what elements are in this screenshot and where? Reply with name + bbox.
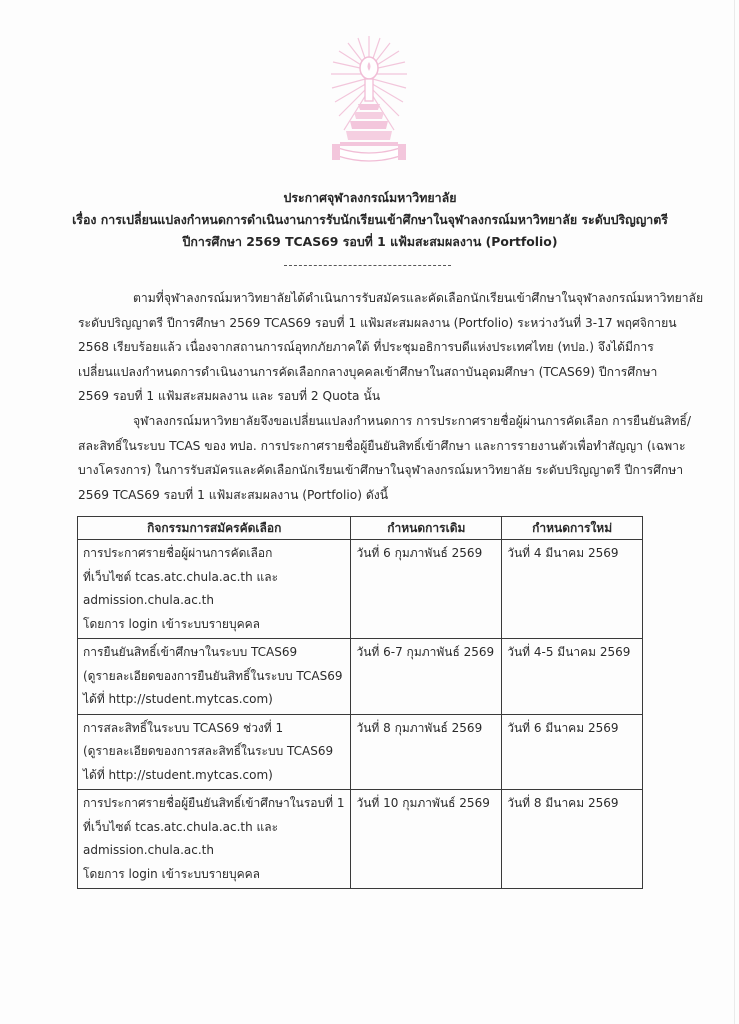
activity-line: admission.chula.ac.th xyxy=(83,593,214,607)
paragraph-line: 2569 TCAS69 รอบที่ 1 แฟ้มสะสมผลงาน (Portfolio) ดังนี้ xyxy=(78,487,389,502)
paragraph-line: สละสิทธิ์ในระบบ TCAS ของ ทปอ. การประกาศรายชื่อผู้ยืนยันสิทธิ์เข้าศึกษา และการรายงานตัวเพื่อทำสัญญา (เฉพาะ xyxy=(78,438,686,453)
new-date-cell xyxy=(502,540,643,639)
old-date-cell xyxy=(351,714,502,790)
phra-kiao-emblem-icon xyxy=(328,34,410,168)
activity-line: การยืนยันสิทธิ์เข้าศึกษาในระบบ TCAS69 xyxy=(83,645,298,659)
table-row xyxy=(78,639,643,715)
old-date: วันที่ 8 กุมภาพันธ์ 2569 xyxy=(356,720,483,735)
new-date-cell xyxy=(502,790,643,889)
title-line-subject: เรื่อง การเปลี่ยนแปลงกำหนดการดำเนินงานการรับนักเรียนเข้าศึกษาในจุฬาลงกรณ์มหาวิทยาลัย ระดับปริญญาตรี xyxy=(72,212,668,227)
old-date-cell xyxy=(351,790,502,889)
paragraph-line: เปลี่ยนแปลงกำหนดการดำเนินงานการคัดเลือกกลางบุคคลเข้าศึกษาในสถาบันอุดมศึกษา (TCAS69) ปีการศึกษา xyxy=(78,364,658,379)
activity-line: ได้ที่ http://student.mytcas.com) xyxy=(83,767,273,782)
paragraph-line: บางโครงการ) ในการรับสมัครและคัดเลือกนักเรียนเข้าศึกษาในจุฬาลงกรณ์มหาวิทยาลัย ระดับปริญญาตรี ปีการศึกษา xyxy=(78,463,684,477)
activity-cell xyxy=(78,639,351,715)
activity-line: โดยการ login เข้าระบบรายบุคคล xyxy=(83,866,260,881)
activity-line: ที่เว็บไซต์ tcas.atc.chula.ac.th และ xyxy=(83,569,279,584)
page-edge xyxy=(734,0,735,1024)
activity-line: (ดูรายละเอียดของการสละสิทธิ์ในระบบ TCAS69 xyxy=(83,744,334,758)
table-row xyxy=(78,540,643,639)
announcement-title xyxy=(40,187,700,253)
activity-line: ได้ที่ http://student.mytcas.com) xyxy=(83,692,273,706)
old-date-cell xyxy=(351,540,502,639)
table-row xyxy=(78,790,643,889)
title-divider xyxy=(284,265,451,266)
activity-line: โดยการ login เข้าระบบรายบุคคล xyxy=(83,616,260,631)
table-header-row xyxy=(78,517,643,540)
paragraph-line: 2569 รอบที่ 1 แฟ้มสะสมผลงาน และ รอบที่ 2 Quota นั้น xyxy=(78,389,381,403)
activity-line: การประกาศรายชื่อผู้ผ่านการคัดเลือก xyxy=(83,546,273,560)
old-date: วันที่ 10 กุมภาพันธ์ 2569 xyxy=(356,796,490,810)
activity-line: admission.chula.ac.th xyxy=(83,843,214,857)
activity-line: การประกาศรายชื่อผู้ยืนยันสิทธิ์เข้าศึกษาในรอบที่ 1 xyxy=(83,796,345,810)
new-date: วันที่ 4-5 มีนาคม 2569 xyxy=(507,645,631,659)
old-date-cell xyxy=(351,639,502,715)
activity-line: การสละสิทธิ์ในระบบ TCAS69 ช่วงที่ 1 xyxy=(83,720,284,735)
activity-line: ที่เว็บไซต์ tcas.atc.chula.ac.th และ xyxy=(83,819,279,834)
activity-cell xyxy=(78,790,351,889)
new-date: วันที่ 8 มีนาคม 2569 xyxy=(507,796,619,810)
title-line-program: ปีการศึกษา 2569 TCAS69 รอบที่ 1 แฟ้มสะสมผลงาน (Portfolio) xyxy=(182,234,558,249)
paragraph-line: 2568 เรียบร้อยแล้ว เนื่องจากสถานการณ์อุทกภัยภาคใต้ ที่ประชุมอธิการบดีแห่งประเทศไทย (ทปอ.) จึงได้มีการ xyxy=(78,340,654,354)
old-date: วันที่ 6-7 กุมภาพันธ์ 2569 xyxy=(356,645,495,659)
header-old-schedule: กำหนดการเดิม xyxy=(351,517,502,540)
table-row xyxy=(78,714,643,790)
header-activity: กิจกรรมการสมัครคัดเลือก xyxy=(78,517,351,540)
paragraph-line: จุฬาลงกรณ์มหาวิทยาลัยจึงขอเปลี่ยนแปลงกำหนดการ การประกาศรายชื่อผู้ผ่านการคัดเลือก การยืนยันสิทธิ์/ xyxy=(133,414,692,428)
schedule-table xyxy=(77,516,643,889)
title-line-issuer: ประกาศจุฬาลงกรณ์มหาวิทยาลัย xyxy=(283,190,457,205)
new-date-cell xyxy=(502,639,643,715)
new-date: วันที่ 6 มีนาคม 2569 xyxy=(507,720,619,735)
activity-cell xyxy=(78,540,351,639)
old-date: วันที่ 6 กุมภาพันธ์ 2569 xyxy=(356,546,483,560)
header-new-schedule: กำหนดการใหม่ xyxy=(502,517,643,540)
new-date: วันที่ 4 มีนาคม 2569 xyxy=(507,546,619,560)
paragraph-change-notice xyxy=(78,409,692,507)
activity-line: (ดูรายละเอียดของการยืนยันสิทธิ์ในระบบ TCAS69 xyxy=(83,668,343,683)
activity-cell xyxy=(78,714,351,790)
paragraph-line: ระดับปริญญาตรี ปีการศึกษา 2569 TCAS69 รอบที่ 1 แฟ้มสะสมผลงาน (Portfolio) ระหว่างวันที่ 3-17 พฤศจิกายน xyxy=(78,315,677,330)
new-date-cell xyxy=(502,714,643,790)
paragraph-background xyxy=(78,286,704,409)
paragraph-line: ตามที่จุฬาลงกรณ์มหาวิทยาลัยได้ดำเนินการรับสมัครและคัดเลือกนักเรียนเข้าศึกษาในจุฬาลงกรณ์มหาวิทยาลัย xyxy=(133,291,704,305)
